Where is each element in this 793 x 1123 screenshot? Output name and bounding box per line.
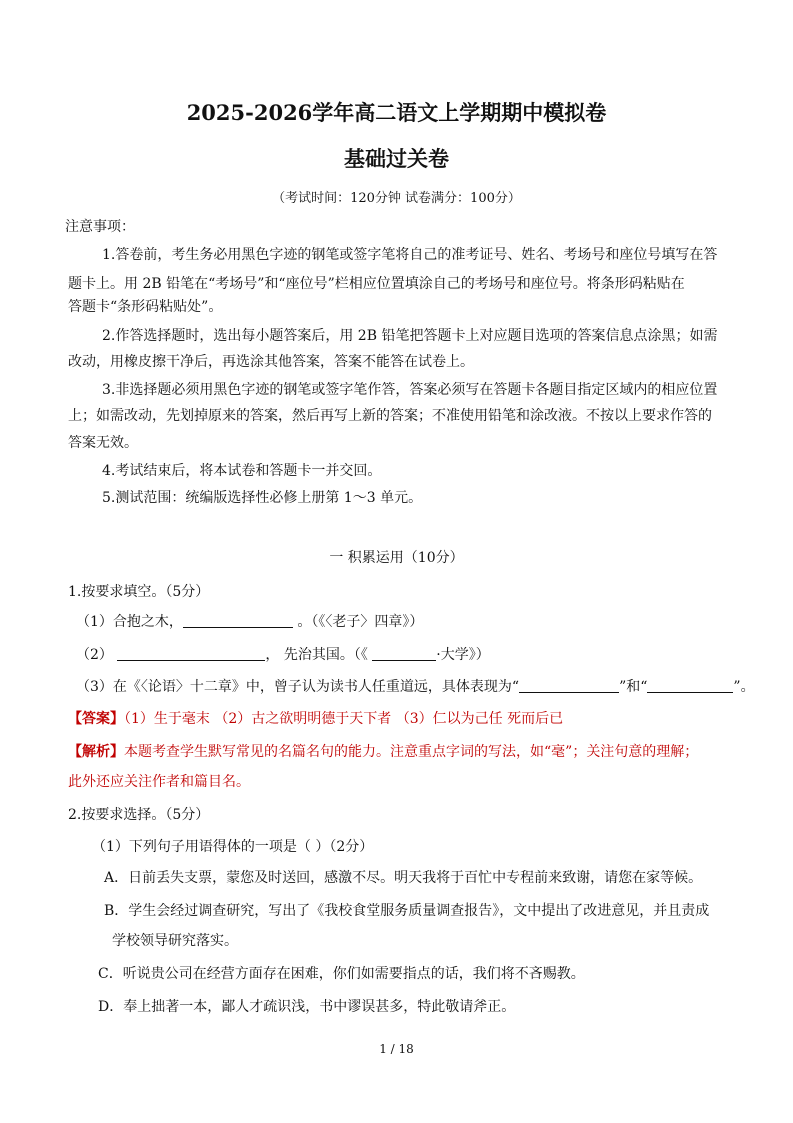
question-1-part-1-before: （1）合抱之木，: [76, 614, 183, 630]
document-subtitle: 基础过关卷: [344, 146, 449, 171]
question-2-stem: 2.按要求选择。（5分）: [68, 807, 210, 823]
question-1-part-2: [76, 646, 490, 664]
notice-line: 答题卡“条形码粘贴处”。: [68, 299, 223, 315]
answer-text: （1）生于毫末 （2）古之欲明明德于天下者 （3）仁以为己任 死而后已: [124, 711, 564, 727]
notice-line: 答案无效。: [68, 435, 138, 451]
section-title: 一 积累运用（10分）: [329, 550, 464, 566]
notice-line: 题卡上。用 2B 铅笔在“考场号”和“座位号”栏相应位置填涂自己的考场号和座位号。将条形码粘贴在: [68, 276, 685, 292]
notice-line: 2.作答选择题时，选出每小题答案后，用 2B 铅笔把答题卡上对应题目选项的答案信息点涂黑；如需: [102, 328, 718, 344]
notice-line: 改动，用橡皮擦干净后，再选涂其他答案，答案不能答在试卷上。: [68, 354, 474, 370]
answer-blank: [372, 646, 436, 661]
page-number: 1 / 18: [379, 1042, 414, 1056]
question-1-part-3: [76, 678, 755, 696]
answer-blank: [519, 678, 619, 693]
question-2-sub-1: （1）下列句子用语得体的一项是（ ）（2分）: [92, 839, 374, 855]
analysis-text: 本题考查学生默写常见的名篇名句的能力。注意重点字词的写法，如“毫”；关注句意的理解；: [124, 744, 699, 760]
notice-line: 1.答卷前，考生务必用黑色字迹的钢笔或签字笔将自己的准考证号、姓名、考场号和座位号填写在答: [102, 247, 718, 263]
document-title: 2025-2026学年高二语文上学期期中模拟卷: [186, 100, 607, 125]
option-b-continued: 学校领导研究落实。: [112, 933, 238, 949]
analysis-tag: 【解析】: [68, 744, 124, 760]
question-1-part-1-after: 。（《〈老子〉四章》）: [297, 614, 424, 630]
answer-blank: [183, 613, 293, 628]
option-b: B．学生会经过调查研究，写出了《我校食堂服务质量调查报告》，文中提出了改进意见，并且责成: [104, 903, 710, 919]
answer-tag: 【答案】: [68, 711, 124, 727]
question-1-part-2-before: （2）: [76, 647, 113, 663]
question-1-analysis: [68, 743, 698, 761]
exam-info: （考试时间：120分钟 试卷满分：100分）: [272, 191, 521, 206]
notice-line: 3.非选择题必须用黑色字迹的钢笔或签字笔作答，答案必须写在答题卡各题目指定区域内的相应位置: [102, 382, 718, 398]
question-1-part-2-middle: ， 先治其国。（《: [265, 647, 368, 663]
option-c: C．听说贵公司在经营方面存在困难，你们如需要指点的话，我们将不吝赐教。: [98, 966, 585, 982]
question-1-stem: 1.按要求填空。（5分）: [68, 584, 210, 600]
answer-blank: [647, 678, 733, 693]
answer-blank: [117, 646, 265, 661]
question-1-answer: [68, 710, 563, 728]
notice-line: 上；如需改动，先划掉原来的答案，然后再写上新的答案；不准使用铅笔和涂改液。不按以上要求作答的: [68, 408, 712, 424]
option-d: D．奉上拙著一本，鄙人才疏识浅，书中谬误甚多，特此敬请斧正。: [98, 999, 516, 1015]
notice-line: 4.考试结束后，将本试卷和答题卡一并交回。: [102, 463, 382, 479]
question-1-part-3-middle: ”和“: [619, 679, 648, 695]
question-1-part-2-after: ·大学》）: [436, 647, 490, 663]
question-1-part-3-before: （3）在《〈论语〉十二章》中，曾子认为读书人任重道远，具体表现为“: [76, 679, 520, 695]
question-1-part-3-after: ”。: [733, 679, 755, 695]
question-1-part-1: [76, 613, 423, 631]
question-1-analysis-continued: 此外还应关注作者和篇目名。: [68, 774, 250, 790]
notice-line: 5.测试范围：统编版选择性必修上册第 1～3 单元。: [102, 490, 423, 506]
notice-heading: 注意事项：: [65, 219, 135, 235]
option-a: A．日前丢失支票，蒙您及时送回，感激不尽。明天我将于百忙中专程前来致谢，请您在家等候。: [104, 870, 703, 886]
